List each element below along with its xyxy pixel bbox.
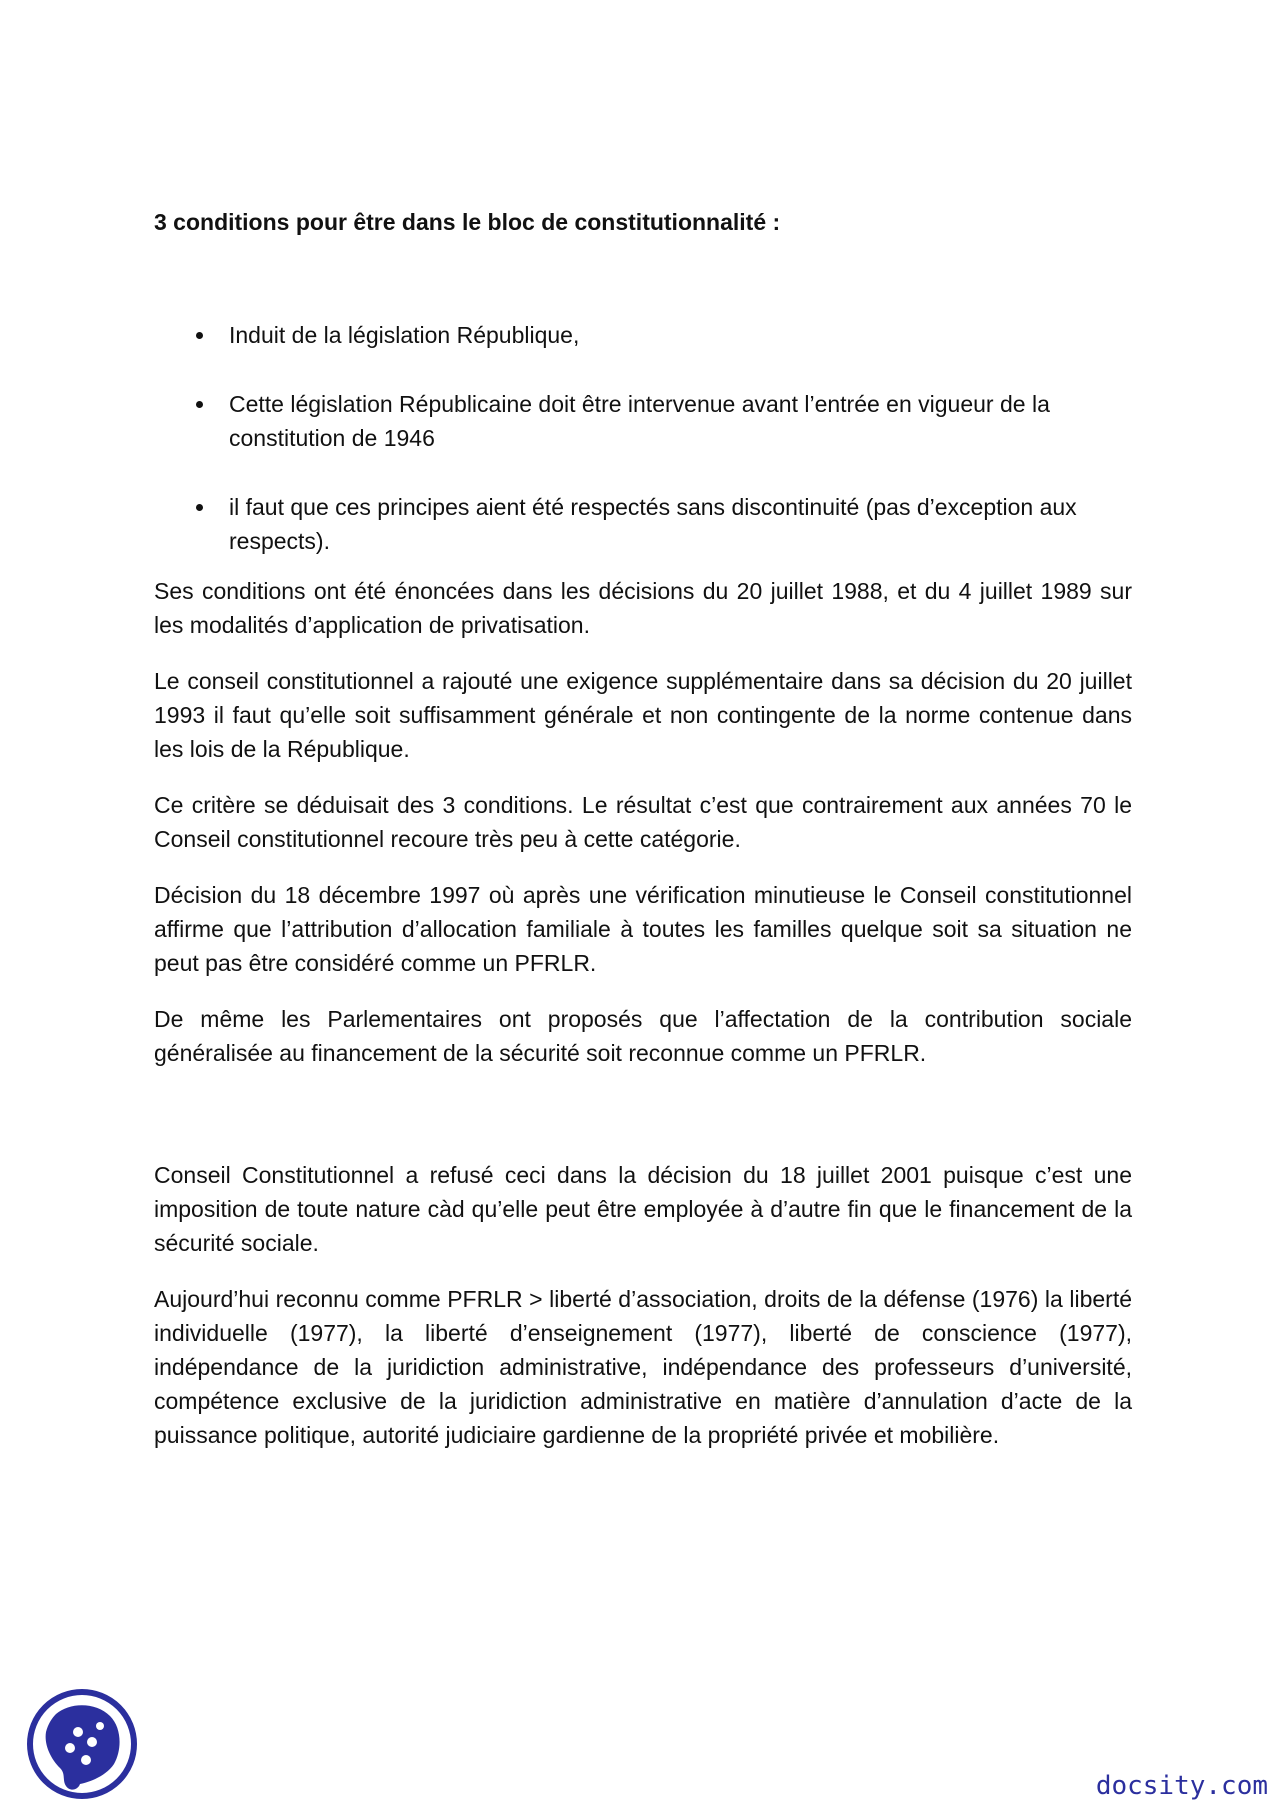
bullet-icon <box>196 332 203 339</box>
conditions-list <box>154 318 1132 558</box>
document-page <box>154 205 1132 1474</box>
paragraph: Ce critère se déduisait des 3 conditions. Le résultat c’est que contrairement aux années 70 le Conseil constitutionnel recoure très peu à cette catégorie. <box>154 792 1132 852</box>
list-item-text: Induit de la législation République, <box>229 322 580 348</box>
paragraph: Décision du 18 décembre 1997 où après une vérification minutieuse le Conseil constitutionnel affirme que l’attribution d’allocation familiale à toutes les familles quelque soit sa situation ne peut pas être considéré comme un PFRLR. <box>154 882 1132 976</box>
list-item <box>154 318 1132 352</box>
document-heading: 3 conditions pour être dans le bloc de constitutionnalité : <box>154 209 781 235</box>
paragraph: Aujourd’hui reconnu comme PFRLR > liberté d’association, droits de la défense (1976) la liberté individuelle (1977), la liberté d’enseignement (1977), liberté de conscience (1977), indépendance de la juridiction administrative, indépendance des professeurs d’université, compétence exclusive de la juridiction administrative en matière d’annulation d’acte de la puissance politique, autorité judiciaire gardienne de la propriété privée et mobilière. <box>154 1286 1132 1448</box>
list-item-text: il faut que ces principes aient été respectés sans discontinuité (pas d’exception aux respects). <box>229 494 1077 554</box>
brand-link[interactable]: docsity.com <box>1095 1771 1268 1801</box>
paragraph: Le conseil constitutionnel a rajouté une exigence supplémentaire dans sa décision du 20 juillet 1993 il faut qu’elle soit suffisamment générale et non contingente de la norme contenue dans les lois de la République. <box>154 668 1132 762</box>
paragraph: Conseil Constitutionnel a refusé ceci dans la décision du 18 juillet 2001 puisque c’est une imposition de toute nature càd qu’elle peut être employée à d’autre fin que le financement de la sécurité sociale. <box>154 1162 1132 1256</box>
paragraph: De même les Parlementaires ont proposés que l’affectation de la contribution sociale généralisée au financement de la sécurité soit reconnue comme un PFRLR. <box>154 1006 1132 1066</box>
list-item <box>154 387 1132 455</box>
list-item-text: Cette législation Républicaine doit être intervenue avant l’entrée en vigueur de la constitution de 1946 <box>229 391 1050 451</box>
list-item <box>154 490 1132 558</box>
paragraph: Ses conditions ont été énoncées dans les décisions du 20 juillet 1988, et du 4 juillet 1989 sur les modalités d’application de privatisation. <box>154 578 1132 638</box>
bullet-icon <box>196 401 203 408</box>
bullet-icon <box>196 504 203 511</box>
docsity-logo-icon[interactable] <box>26 1686 138 1804</box>
